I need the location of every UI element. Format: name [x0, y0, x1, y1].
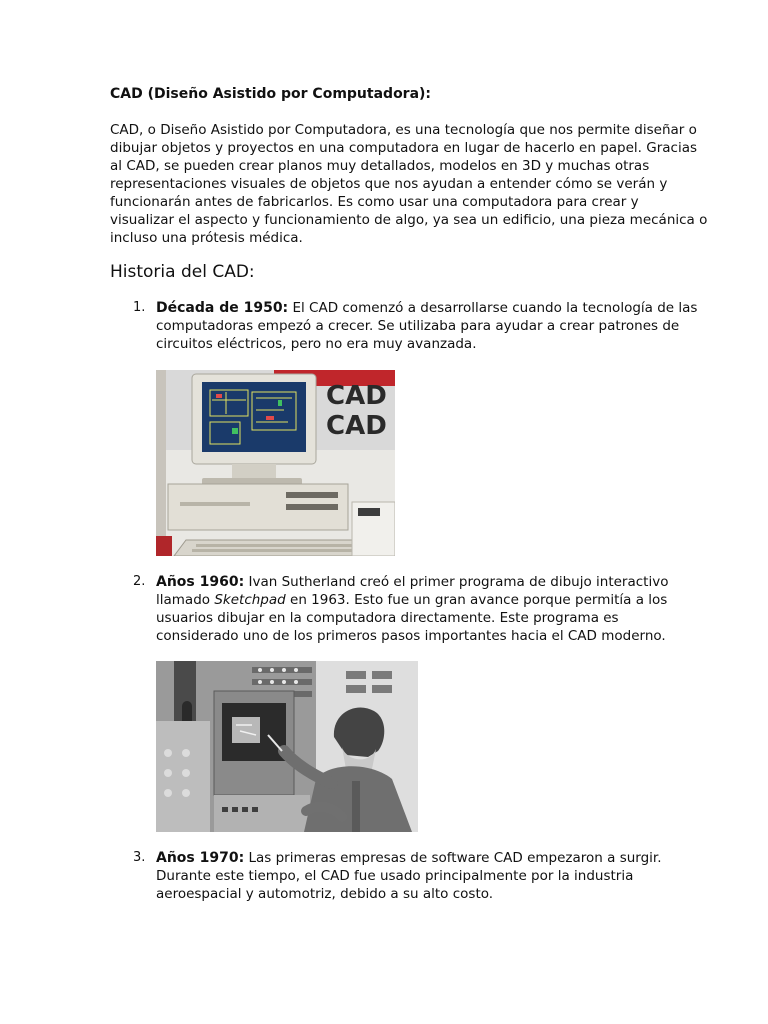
list-item-lead: Años 1970:	[156, 850, 245, 866]
cad-workstation-illustration	[156, 370, 395, 556]
list-item-line: usuarios dibujar en la computadora directamente. Este programa es	[156, 610, 619, 626]
list-number: 2.	[133, 574, 146, 589]
list-number: 1.	[133, 300, 146, 315]
intro-line: representaciones visuales de objetos que nos ayudan a entender cómo se verán y	[110, 176, 668, 192]
sketchpad-illustration	[156, 661, 418, 832]
intro-line: CAD, o Diseño Asistido por Computadora, es una tecnología que nos permite diseñar o	[110, 122, 697, 138]
cad-workstation-photo	[156, 370, 395, 556]
intro-line: al CAD, se pueden crear planos muy detallados, modelos en 3D y muchas otras	[110, 158, 650, 174]
cad-sign-text: CAD	[326, 381, 387, 411]
list-item-text	[156, 849, 676, 903]
intro-line: funcionarán antes de fabricarlos. Es como usar una computadora para crear y	[110, 194, 639, 210]
sketchpad-name: Sketchpad	[214, 592, 286, 608]
list-item-lead: Años 1960:	[156, 574, 245, 590]
list-item-text-run: Las primeras empresas de software CAD empezaron a surgir.	[244, 850, 662, 866]
list-item-text	[156, 573, 676, 645]
list-item-text-run: El CAD comenzó a desarrollarse cuando la tecnología de las	[288, 300, 698, 316]
intro-line: dibujar objetos y proyectos en una computadora en lugar de hacerlo en papel. Gracias	[110, 140, 698, 156]
list-item-line	[156, 573, 676, 591]
list-item-line: circuitos eléctricos, pero no era muy avanzada.	[156, 336, 477, 352]
list-item-line	[156, 299, 698, 317]
list-item-line	[156, 849, 676, 867]
intro-line: incluso una prótesis médica.	[110, 230, 303, 246]
list-item-line	[156, 591, 676, 609]
section-heading: Historia del CAD:	[110, 262, 255, 282]
cad-sign-text: CAD	[326, 411, 387, 441]
intro-paragraph	[110, 121, 708, 247]
document-title: CAD (Diseño Asistido por Computadora):	[110, 86, 432, 102]
list-number: 3.	[133, 850, 146, 865]
list-item-line: aeroespacial y automotriz, debido a su alto costo.	[156, 886, 494, 902]
intro-line: visualizar el aspecto y funcionamiento de algo, ya sea un edificio, una pieza mecánica o	[110, 212, 708, 228]
list-item-text-run: en 1963. Esto fue un gran avance porque permitía a los	[285, 592, 668, 608]
sketchpad-photo	[156, 661, 418, 832]
list-item-line: Durante este tiempo, el CAD fue usado principalmente por la industria	[156, 868, 634, 884]
list-item-text-run: llamado	[156, 592, 215, 608]
list-item-text	[156, 299, 698, 353]
list-item-text-run: Ivan Sutherland creó el primer programa de dibujo interactivo	[244, 574, 669, 590]
list-item-line: considerado uno de los primeros pasos importantes hacia el CAD moderno.	[156, 628, 666, 644]
list-item-lead: Década de 1950:	[156, 300, 289, 316]
list-item-line: computadoras empezó a crecer. Se utilizaba para ayudar a crear patrones de	[156, 318, 680, 334]
